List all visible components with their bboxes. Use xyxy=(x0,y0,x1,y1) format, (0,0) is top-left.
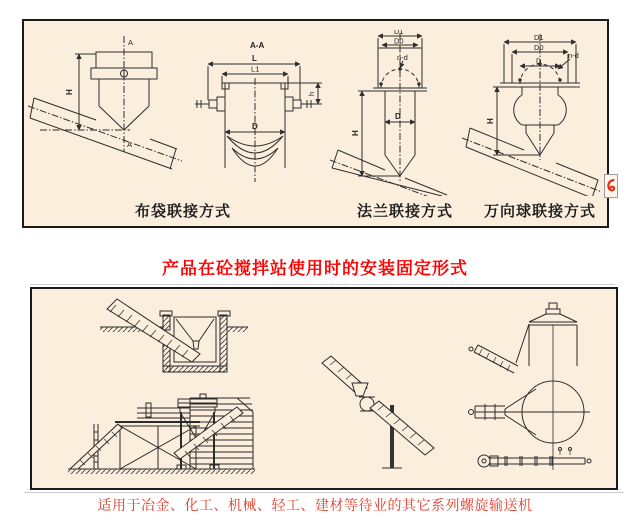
dim-label-h-small: h xyxy=(307,91,316,96)
dim-label-a-bottom: A xyxy=(127,140,133,149)
applicability-caption: 适用于冶金、化工、机械、轻工、建材等待业的其它系列螺旋输送机 xyxy=(97,497,533,513)
bag-connection-drawing xyxy=(28,32,205,180)
section-title: A-A xyxy=(250,41,265,50)
dim-label-h: H xyxy=(486,118,495,124)
dim-label-h: H xyxy=(351,130,360,136)
dim-label-nd: n-d xyxy=(568,51,579,60)
caption-ball-connection: 万向球联接方式 xyxy=(483,203,596,220)
dim-label-d1: D1 xyxy=(534,33,544,42)
divider-line-bottom xyxy=(24,492,624,493)
flange-connection-drawing xyxy=(328,30,462,196)
installation-drawing xyxy=(32,289,616,488)
installation-panel xyxy=(30,287,618,490)
dim-label-d: D xyxy=(395,112,401,121)
dim-label-h: H xyxy=(65,89,74,95)
dim-label-d0: D0 xyxy=(394,36,404,46)
dim-label-d1: D1 xyxy=(394,30,404,36)
divider-line-top xyxy=(30,284,615,285)
section-heading: 产品在砼搅拌站使用时的安装固定形式 xyxy=(162,259,468,278)
dim-label-l1: L1 xyxy=(251,64,260,74)
dim-label-d: D xyxy=(252,122,258,131)
caption-bag-connection: 布袋联接方式 xyxy=(134,203,231,220)
dim-label-l: L xyxy=(252,54,257,63)
caption-flange-connection: 法兰联接方式 xyxy=(356,203,453,220)
dim-label-a-top: A xyxy=(128,38,134,47)
section-aa-drawing xyxy=(192,38,330,185)
dim-label-d: D xyxy=(536,56,542,66)
connection-methods-panel xyxy=(22,19,609,228)
side-widget-button[interactable] xyxy=(604,174,618,198)
dim-label-nd: n-d xyxy=(397,53,408,62)
red-flame-icon xyxy=(606,178,616,194)
ball-connection-drawing xyxy=(462,30,608,196)
dim-label-d0: D0 xyxy=(534,43,544,52)
